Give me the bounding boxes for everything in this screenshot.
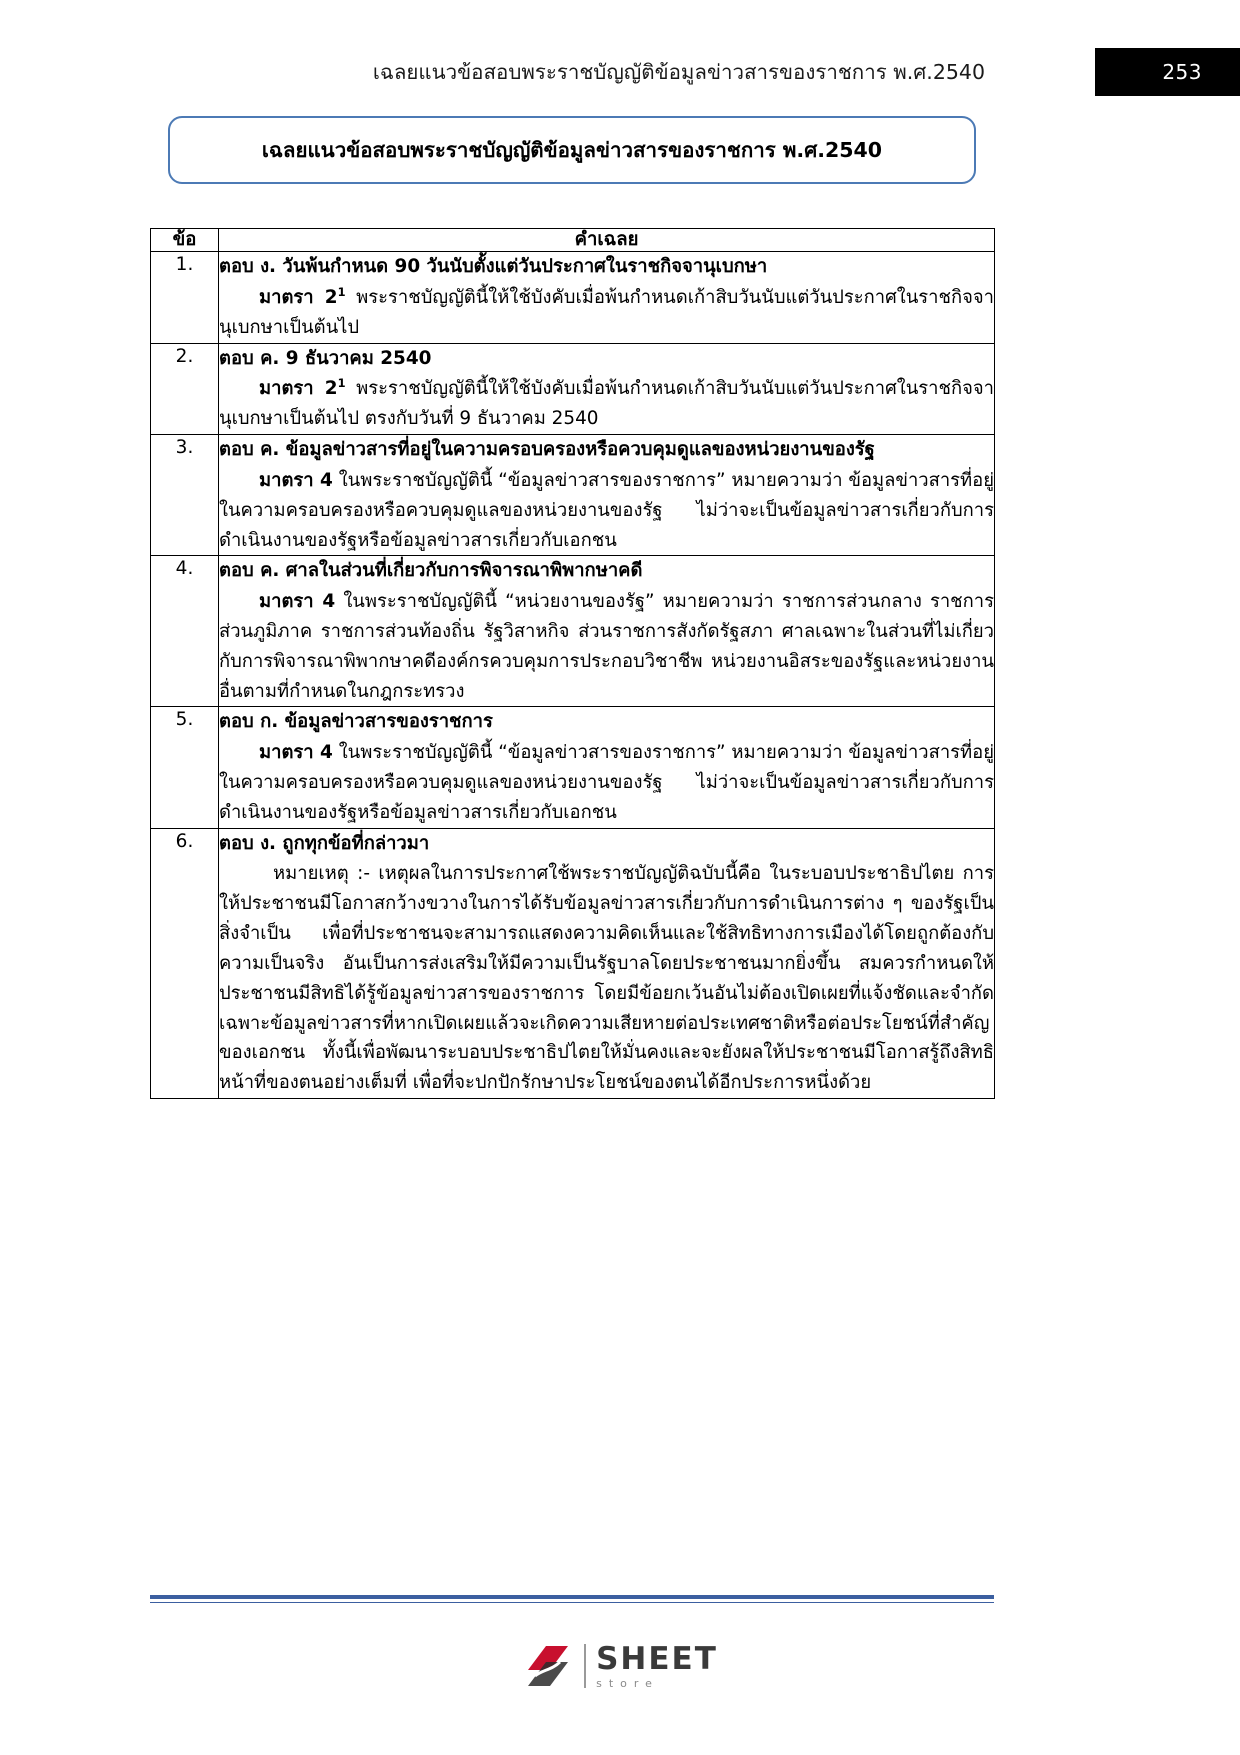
explanation-paragraph (219, 466, 994, 555)
row-number: 5. (151, 707, 219, 828)
section-label: มาตรา 4 (259, 469, 333, 491)
row-content (219, 435, 995, 556)
section-label: มาตรา 4 (259, 591, 336, 613)
table-row (151, 556, 995, 707)
answer-line: ตอบ ค. ศาลในส่วนที่เกี่ยวกับการพิจารณาพิพากษาคดี (219, 560, 643, 582)
row-number: 3. (151, 435, 219, 556)
footer-logo (0, 1640, 1240, 1692)
logo-main-text: SHEET (596, 1640, 718, 1677)
explanation-text: ในพระราชบัญญัตินี้ “หน่วยงานของรัฐ” หมายความว่า ราชการส่วนกลาง ราชการส่วนภูมิภาค ราชการส่วนท้องถิ่น รัฐวิสาหกิจ ส่วนราชการสังกัดรัฐสภา ศาลเฉพาะในส่วนที่ไม่เกี่ยวกับการพิจารณาพิพากษาคดีองค์กรควบคุมการประกอบวิชาชีพ หน่วยงานอิสระของรัฐและหน่วยงานอื่นตามที่กำหนดในกฎกระทรวง (219, 591, 994, 702)
explanation-paragraph (219, 587, 994, 706)
answer-line: ตอบ ค. 9 ธันวาคม 2540 (219, 347, 432, 369)
page-number: 253 (1162, 60, 1202, 84)
footer-rule-thin (150, 1602, 994, 1603)
row-number: 4. (151, 556, 219, 707)
sheet-store-logo-icon (522, 1640, 574, 1692)
row-number: 2. (151, 343, 219, 434)
table-row (151, 435, 995, 556)
answer-line: ตอบ ก. ข้อมูลข่าวสารของราชการ (219, 711, 493, 733)
row-number: 1. (151, 252, 219, 343)
explanation-text: พระราชบัญญัตินี้ให้ใช้บังคับเมื่อพ้นกำหนดเก้าสิบวันนับแต่วันประกาศในราชกิจจานุเบกษาเป็นต้นไป (219, 287, 995, 338)
explanation-text: ในพระราชบัญญัตินี้ “ข้อมูลข่าวสารของราชการ” หมายความว่า ข้อมูลข่าวสารที่อยู่ในความครอบครองหรือควบคุมดูแลของหน่วยงานของรัฐ ไม่ว่าจะเป็นข้อมูลข่าวสารเกี่ยวกับการดำเนินงานของรัฐหรือข้อมูลข่าวสารเกี่ยวกับเอกชน (219, 742, 994, 823)
row-content (219, 828, 995, 1098)
header-title: เฉลยแนวข้อสอบพระราชบัญญัติข้อมูลข่าวสารของราชการ พ.ศ.2540 (372, 60, 985, 84)
table-row (151, 828, 995, 1098)
title-banner (168, 116, 976, 184)
explanation-paragraph (219, 283, 994, 343)
answer-line: ตอบ ง. วันพ้นกำหนด 90 วันนับตั้งแต่วันประกาศในราชกิจจานุเบกษา (219, 256, 768, 278)
row-content (219, 252, 995, 343)
explanation-text: ในพระราชบัญญัตินี้ “ข้อมูลข่าวสารของราชการ” หมายความว่า ข้อมูลข่าวสารที่อยู่ในความครอบครองหรือควบคุมดูแลของหน่วยงานของรัฐ ไม่ว่าจะเป็นข้อมูลข่าวสารเกี่ยวกับการดำเนินงานของรัฐหรือข้อมูลข่าวสารเกี่ยวกับเอกชน (219, 469, 994, 551)
column-header-explanation: คำเฉลย (219, 229, 995, 252)
explanation-paragraph: หมายเหตุ :- เหตุผลในการประกาศใช้พระราชบัญญัติฉบับนี้คือ ในระบอบประชาธิปไตย การให้ประชาชนมีโอกาสกว้างขวางในการได้รับข้อมูลข่าวสารเกี่ยวกับการดำเนินการต่าง ๆ ของรัฐเป็นสิ่งจำเป็น เพื่อที่ประชาชนจะสามารถแสดงความคิดเห็นและใช้สิทธิทางการเมืองได้โดยถูกต้องกับความเป็นจริง อันเป็นการส่งเสริมให้มีความเป็นรัฐบาลโดยประชาชนมากยิ่งขึ้น สมควรกำหนดให้ประชาชนมีสิทธิได้รู้ข้อมูลข่าวสารของราชการ โดยมีข้อยกเว้นอันไม่ต้องเปิดเผยที่แจ้งชัดและจำกัดเฉพาะข้อมูลข่าวสารที่หากเปิดเผยแล้วจะเกิดความเสียหายต่อประเทศชาติหรือต่อประโยชน์ที่สำคัญของเอกชน ทั้งนี้เพื่อพัฒนาระบอบประชาธิปไตยให้มั่นคงและจะยังผลให้ประชาชนมีโอกาสรู้ถึงสิทธิหน้าที่ของตนอย่างเต็มที่ เพื่อที่จะปกปักรักษาประโยชน์ของตนได้อีกประการหนึ่งด้วย (219, 863, 994, 1094)
section-label: มาตรา 2 (259, 378, 338, 400)
answer-key-table (150, 228, 995, 1099)
table-row (151, 343, 995, 434)
logo-divider (584, 1644, 586, 1688)
column-header-no: ข้อ (151, 229, 219, 252)
table-row (151, 252, 995, 343)
row-content (219, 343, 995, 434)
section-footnote-marker: 1 (337, 284, 346, 299)
explanation-paragraph (219, 738, 994, 827)
row-number: 6. (151, 828, 219, 1098)
section-footnote-marker: 1 (337, 376, 346, 391)
answer-line: ตอบ ค. ข้อมูลข่าวสารที่อยู่ในความครอบครองหรือควบคุมดูแลของหน่วยงานของรัฐ (219, 439, 875, 461)
explanation-text: พระราชบัญญัตินี้ให้ใช้บังคับเมื่อพ้นกำหนดเก้าสิบวันนับแต่วันประกาศในราชกิจจานุเบกษาเป็นต้นไป ตรงกับวันที่ 9 ธันวาคม 2540 (219, 378, 995, 430)
table-header-row (151, 229, 995, 252)
section-label: มาตรา 2 (259, 287, 338, 308)
section-label: มาตรา 4 (259, 742, 333, 764)
answer-line: ตอบ ง. ถูกทุกข้อที่กล่าวมา (219, 832, 430, 854)
banner-title: เฉลยแนวข้อสอบพระราชบัญญัติข้อมูลข่าวสารของราชการ พ.ศ.2540 (261, 137, 883, 162)
row-content (219, 707, 995, 828)
table-row (151, 707, 995, 828)
footer-rule-thick (150, 1595, 994, 1599)
page-number-badge (1095, 48, 1240, 96)
explanation-paragraph (219, 374, 994, 434)
row-content (219, 556, 995, 707)
page-header (0, 48, 1240, 94)
logo-wordmark (596, 1640, 718, 1690)
logo-sub-text: store (596, 1676, 659, 1690)
